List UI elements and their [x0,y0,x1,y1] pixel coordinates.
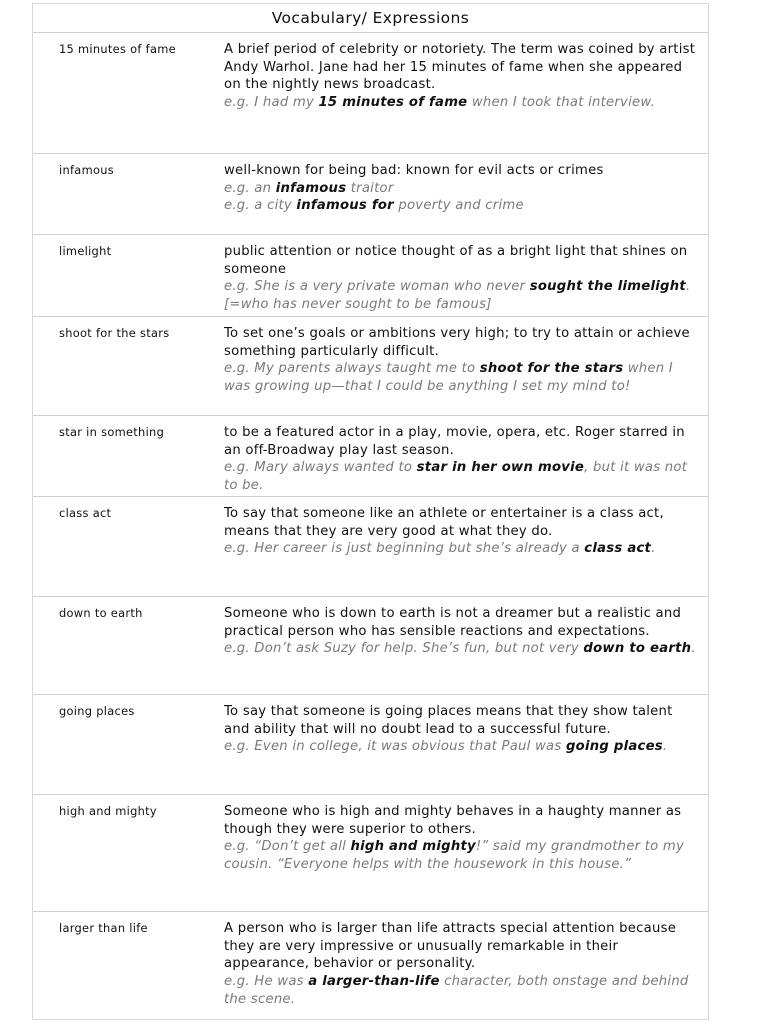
example-segment: , but it was not to be. [224,460,688,494]
vocabulary-table [32,3,709,1020]
entry-body [224,605,700,658]
example-segment: traitor [346,180,394,196]
table-row [33,235,708,317]
example-segment: poverty and crime [393,198,524,214]
table-title: Vocabulary/ Expressions [33,4,708,33]
definition-text: To say that someone is going places means that they show talent and ability that will no doubt lead to a successful future. [224,704,673,737]
example-highlight: infamous for [296,198,394,214]
example-text [224,640,700,658]
table-row [33,317,708,416]
example-highlight: high and mighty [350,839,476,855]
example-segment: . [=who has never sought to be famous] [224,279,691,313]
table-row [33,497,708,597]
example-segment: . [691,641,696,657]
example-text [224,459,700,494]
entry-body [224,325,700,396]
example-segment: e.g. a city [224,198,297,214]
definition-text: Someone who is down to earth is not a dreamer but a realistic and practical person who has sensible reactions and expectations. [224,606,682,639]
example-segment: e.g. Her career is just beginning but she’s already a [224,541,585,557]
table-row [33,695,708,795]
example-text [224,973,700,1008]
entry-body [224,505,700,558]
example-text [224,197,700,215]
term-label: class act [59,506,112,520]
example-highlight: infamous [275,180,347,196]
example-text [224,278,700,313]
table-row [33,416,708,497]
entry-body [224,41,700,112]
table-row [33,795,708,912]
example-segment: . [662,739,668,755]
table-row [33,33,708,154]
term-label: shoot for the stars [59,326,170,340]
term-label: going places [59,704,135,718]
definition-text: To say that someone like an athlete or entertainer is a class act, means that they are very good at what they do. [224,506,664,539]
example-segment: e.g. Even in college, it was obvious that Paul was [224,739,566,755]
entry-body [224,803,700,874]
term-label: high and mighty [59,804,157,818]
definition-text: A person who is larger than life attracts special attention because they are very impressive or unusually remarkable in their appearance, behavior or personality. [224,921,677,972]
example-segment: . [651,541,656,557]
table-body [33,33,708,1023]
term-label: limelight [59,244,112,258]
example-segment: e.g. I had my [224,95,319,111]
definition-text: well-known for being bad: known for evil acts or crimes [224,163,604,178]
example-highlight: 15 minutes of fame [318,95,468,111]
example-segment: e.g. He was [224,974,309,990]
example-text [224,180,700,198]
entry-body [224,424,700,495]
example-text [224,94,700,112]
definition-text: to be a featured actor in a play, movie, opera, etc. Roger starred in an off-Broadway play last season. [224,425,685,458]
term-label: infamous [59,163,114,177]
example-highlight: down to earth [583,641,692,657]
example-highlight: going places [565,739,663,755]
entry-body [224,162,700,215]
example-segment: e.g. “Don’t get all [224,839,351,855]
entry-body [224,703,700,756]
example-segment: when I was growing up—that I could be anything I set my mind to! [224,361,673,395]
term-label: larger than life [59,921,148,935]
example-segment: e.g. My parents always taught me to [224,361,480,377]
example-text [224,838,700,873]
entry-body [224,243,700,314]
example-segment: e.g. Mary always wanted to [224,460,417,476]
example-segment: e.g. an [224,180,276,196]
definition-text: A brief period of celebrity or notoriety. The term was coined by artist Andy Warhol. Jane had her 15 minutes of fame when she appeared on the nightly news broadcast. [224,42,696,93]
example-highlight: shoot for the stars [479,361,624,377]
example-segment: e.g. Don’t ask Suzy for help. She’s fun, but not very [224,641,584,657]
table-row [33,597,708,695]
example-highlight: class act [584,541,652,557]
example-text [224,540,700,558]
term-label: star in something [59,425,165,439]
definition-text: To set one’s goals or ambitions very high; to try to attain or achieve something particularly difficult. [224,326,690,359]
term-label: 15 minutes of fame [59,42,176,56]
entry-body [224,920,700,1009]
table-row [33,912,708,1023]
example-highlight: star in her own movie [416,460,585,476]
example-segment: e.g. She is a very private woman who never [224,279,530,295]
example-segment: !” said my grandmother to my cousin. “Everyone helps with the housework in this house.” [224,839,685,873]
example-highlight: sought the limelight [529,279,686,295]
example-text [224,360,700,395]
example-highlight: a larger-than-life [308,974,440,990]
example-text [224,738,700,756]
definition-text: public attention or notice thought of as a bright light that shines on someone [224,244,688,277]
example-segment: when I took that interview. [467,95,656,111]
table-row [33,154,708,235]
term-label: down to earth [59,606,143,620]
definition-text: Someone who is high and mighty behaves in a haughty manner as though they were superior to others. [224,804,682,837]
example-segment: character, both onstage and behind the scene. [224,974,689,1007]
